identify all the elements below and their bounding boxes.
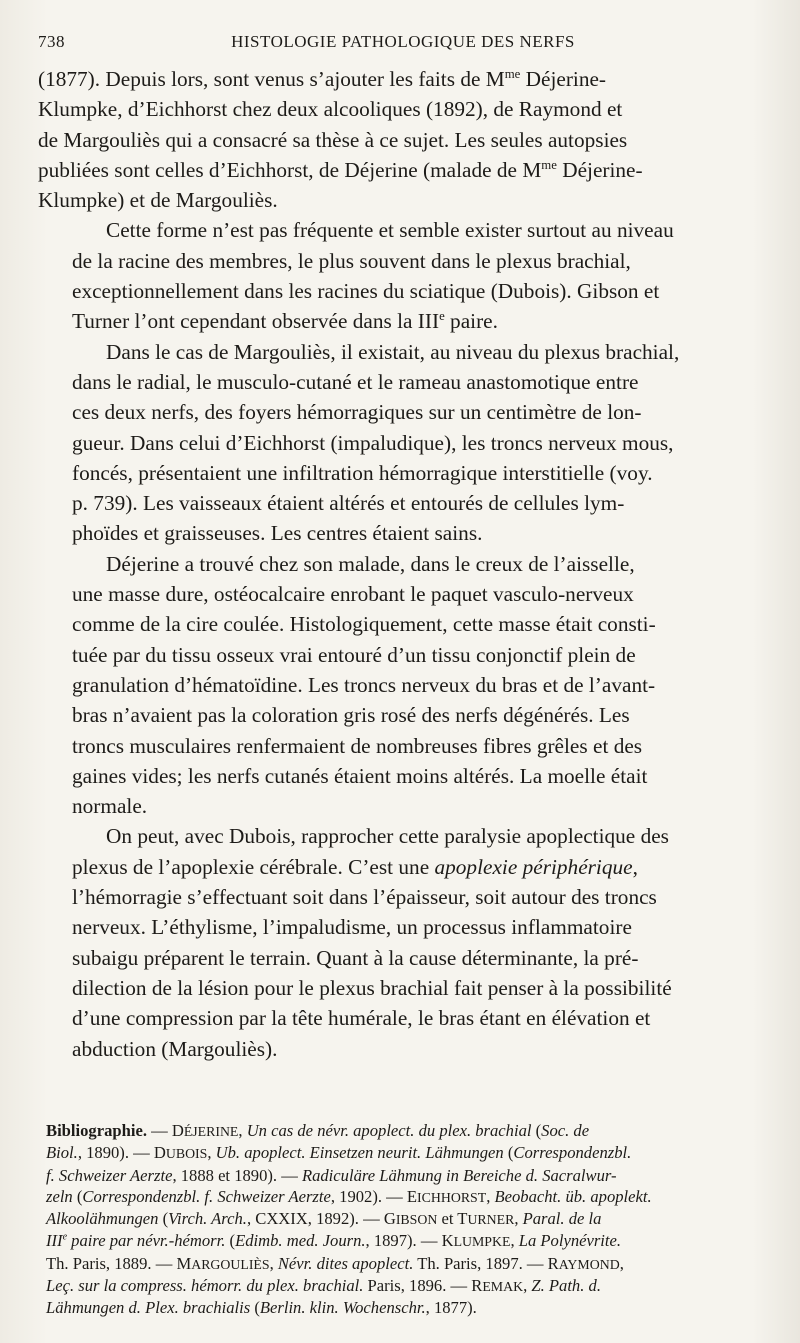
text-line: exceptionnellement dans les racines du sciatique (Dubois). Gibson et — [72, 279, 660, 304]
text-line: nerveux. L’éthylisme, l’impaludisme, un processus inflammatoire — [72, 915, 632, 940]
text-line: Cette forme n’est pas fréquente et semble exister surtout au niveau — [106, 218, 674, 243]
text-line: (1877). Depuis lors, sont venus s’ajouter les faits de $M^{me}$ Déjerine- — [38, 66, 607, 91]
bibliography-line: f. Schweizer Aerzte, 1888 et 1890). — Radiculäre Lähmung in Bereiche d. Sacralwur- — [46, 1165, 617, 1185]
text-line: dans le radial, le musculo-cutané et le rameau anastomotique entre — [72, 369, 639, 394]
text-line: Turner l’ont cependant observée dans la IIIe paire. — [72, 309, 498, 334]
bibliography — [46, 1120, 768, 1319]
running-title: HISTOLOGIE PATHOLOGIQUE DES NERFS — [231, 32, 575, 51]
text-line: dilection de la lésion pour le plexus brachial fait penser à la possibilité — [72, 975, 672, 1000]
text-line: ces deux nerfs, des foyers hémorragiques sur un centimètre de lon- — [72, 400, 642, 425]
bibliography-line: Biol., 1890). — DUBOIS, Ub. apoplect. Einsetzen neurit. Lähmungen (Correspondenzbl. — [46, 1143, 632, 1163]
bibliography-line: Alkoolähmungen (Virch. Arch., CXXIX, 1892). — GIBSON et TURNER, Paral. de la — [46, 1209, 602, 1229]
bibliography-line: Lähmungen d. Plex. brachialis (Berlin. klin. Wochenschr., 1877). — [46, 1298, 477, 1318]
paragraph — [38, 337, 762, 549]
text-line: l’hémorragie s’effectuant soit dans l’épaisseur, soit autour des troncs — [72, 885, 657, 910]
text-line: Klumpke) et de Margouliès. — [38, 188, 278, 213]
bibliography-line: zeln (Correspondenzbl. f. Schweizer Aerzte, 1902). — EICHHORST, Beobacht. üb. apoplekt. — [46, 1186, 652, 1206]
text-line: troncs musculaires renfermaient de nombreuses fibres grêles et des — [72, 733, 643, 758]
page-number: 738 — [38, 32, 65, 51]
paragraph — [38, 549, 762, 822]
paragraph — [38, 821, 762, 1063]
text-line: granulation d’hématoïdine. Les troncs nerveux du bras et de l’avant- — [72, 672, 656, 697]
bibliography-line: Leç. sur la compress. hémorr. du plex. brachial. Paris, 1896. — REMAK, Z. Path. d. — [46, 1276, 601, 1296]
bibliography-line: Th. Paris, 1889. — MARGOULIÈS, Névr. dites apoplect. Th. Paris, 1897. — RAYMOND, — [46, 1253, 624, 1273]
text-line: Dans le cas de Margouliès, il existait, au niveau du plexus brachial, — [106, 339, 680, 364]
text-line: plexus de l’apoplexie cérébrale. C’est une apoplexie périphérique, — [72, 854, 638, 879]
bibliography-line: Bibliographie. — DÉJERINE, Un cas de névr. apoplect. du plex. brachial (Soc. de — [46, 1121, 590, 1140]
text-line: une masse dure, ostéocalcaire enrobant le paquet vasculo-nerveux — [72, 582, 634, 607]
text-line: phoïdes et graisseuses. Les centres étaient sains. — [72, 521, 483, 546]
text-line: subaigu préparent le terrain. Quant à la cause déterminante, la pré- — [72, 945, 639, 970]
body-text — [38, 64, 762, 1064]
text-line: d’une compression par la tête humérale, le bras étant en élévation et — [72, 1006, 651, 1031]
text-line: de la racine des membres, le plus souvent dans le plexus brachial, — [72, 248, 631, 273]
paragraph — [38, 64, 762, 215]
text-line: bras n’avaient pas la coloration gris rosé des nerfs dégénérés. Les — [72, 703, 630, 728]
text-line: comme de la cire coulée. Histologiquement, cette masse était consti- — [72, 612, 656, 637]
text-line: p. 739). Les vaisseaux étaient altérés et entourés de cellules lym- — [72, 491, 625, 516]
text-line: publiées sont celles d’Eichhorst, de Déjerine (malade de $M^{me}$ Déjerine- — [38, 157, 643, 182]
text-line: Déjerine a trouvé chez son malade, dans le creux de l’aisselle, — [106, 551, 635, 576]
text-line: Klumpke, d’Eichhorst chez deux alcooliques (1892), de Raymond et — [38, 97, 623, 122]
text-line: normale. — [72, 794, 148, 819]
paragraph — [38, 215, 762, 336]
text-line: gaines vides; les nerfs cutanés étaient moins altérés. La moelle était — [72, 763, 648, 788]
text-line: de Margouliès qui a consacré sa thèse à ce sujet. Les seules autopsies — [38, 127, 628, 152]
text-line: abduction (Margouliès). — [72, 1036, 278, 1061]
text-line: gueur. Dans celui d’Eichhorst (impaludique), les troncs nerveux mous, — [72, 430, 674, 455]
page-header — [38, 32, 768, 58]
text-line: tuée par du tissu osseux vrai entouré d’un tissu conjonctif plein de — [72, 642, 636, 667]
text-line: On peut, avec Dubois, rapprocher cette paralysie apoplectique des — [106, 824, 669, 849]
bibliography-line: IIIe paire par névr.-hémorr. (Edimb. med. Journ., 1897). — KLUMPKE, La Polynévrite. — [46, 1231, 622, 1251]
text-line: foncés, présentaient une infiltration hémorragique interstitielle (voy. — [72, 460, 653, 485]
